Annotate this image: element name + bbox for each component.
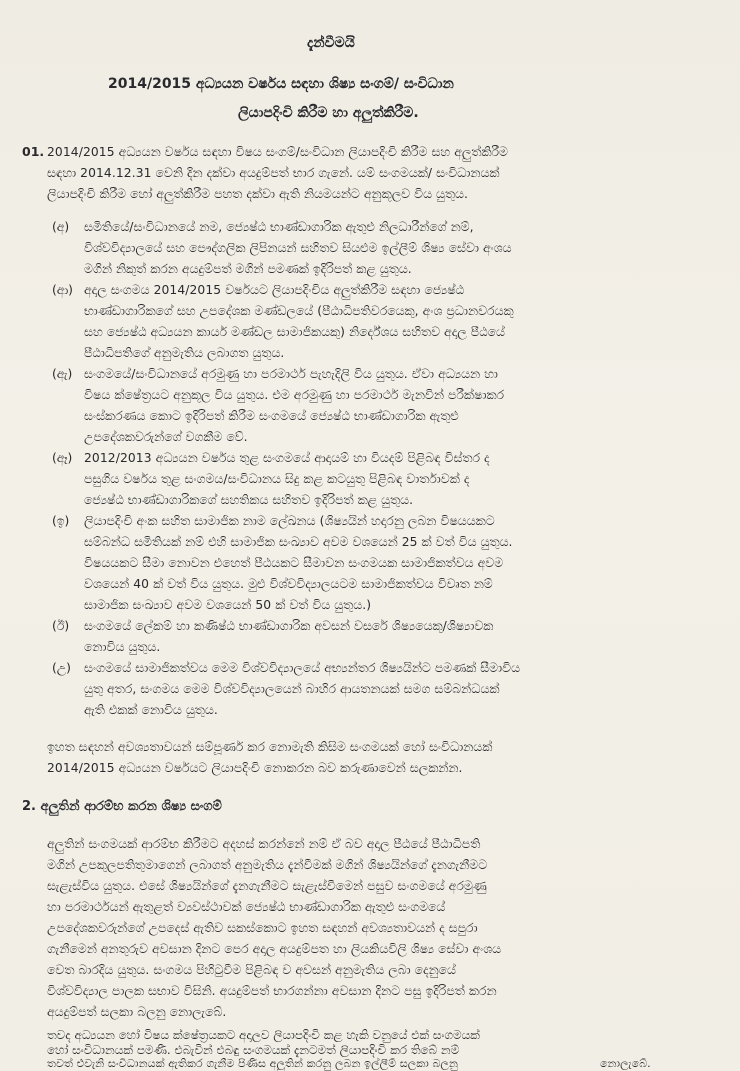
section-2-paragraph-line: අලුතින් සංගමයක් ආරම්භ කිරීමට අදහස් කරන්නේ නම් ඒ බව අදාල පීඨයේ පීඨාධිපති [47, 837, 481, 851]
section-1-intro-line: සඳහා 2014.12.31 වෙනි දින දක්වා අයදුම්පත් භාර ගැනේ. යම් සංගමයක්/ සංවිධානයක් [47, 166, 500, 180]
section-1-closing-line: 2014/2015 අධ්‍යයන වර්ෂයට ලියාපදිංචි නොකරන බව කරුණාවෙන් සලකන්න. [47, 761, 463, 775]
item-marker: (ඉ) [52, 514, 70, 528]
item-line: විෂයයකට සීමා නොවන එහෙත් පීඨයකට සීමාවන සංගමයක සාමාජිකත්වය අවම [84, 556, 504, 570]
section-2-paragraph-line: මගින් උපකුලපතිතුමාගෙන් ලබාගත් අනුමැතිය දැන්වීමක් මගින් ශිෂ්‍යයින්ගේ දැනගැනීමට [47, 858, 488, 872]
section-1-number: 01. [22, 144, 45, 159]
section-2-paragraph-line: තවද අධ්‍යයන හෝ විෂය ක්ෂේත්‍රයකට අදාලව ලියාපදිංචි කළ හැකි වනුයේ එක් සංගමයක් [47, 1028, 480, 1042]
item-line: සංස්කරණය කොට ඉදිරිපත් කිරීම සංගමයේ ජ්‍යෙෂ්ඨ භාණ්ඩාගාරික ඇතුළු [84, 409, 459, 423]
section-2-paragraph-line: අයදුම්පත් සලකා බලනු නොලැබේ. [47, 1005, 227, 1019]
section-2-paragraph-line: ගැනීමෙන් අනතුරුව අවසාන දිනට පෙර අදාල අයදුම්පත හා ලියකියවිලි ශිෂ්‍ය සේවා අංශය [47, 942, 502, 956]
item-line: සංගමයේ සාමාජිකත්වය මෙම විශ්වවිද්‍යාලයේ අභ්‍යන්තර ශිෂ්‍යයින්ට පමණක් සීමාවිය [84, 661, 521, 675]
item-line: පසුගිය වර්ෂය තුළ සංගමය/සංවිධානය සිදු කළ කටයුතු පිළිබඳ වාර්තාවක් ද [84, 472, 470, 486]
item-line: සහ ජ්‍යෙෂ්ඨ අධ්‍යයන කාර්ය මණ්ඩල සාමාජිකයකු) නිර්දේශය සහිතව අදාල පීඨයේ [84, 325, 505, 339]
section-2-paragraph-line: උපදේශකවරුන්ගේ උපදෙස් ඇතිව සකස්කොට ඉහත සඳහන් අවශ්‍යතාවයන් ද සපුරා [47, 921, 478, 935]
item-marker: (ඈ) [52, 451, 73, 465]
item-line: නොවිය යුතුය. [84, 640, 161, 654]
item-line: ලියාපදිංචි අංක සහිත සාමාජික නාම ලේඛනය (ශිෂ්‍යයින් හදාරනු ලබන විෂයයකට [84, 514, 495, 528]
item-line: වශයෙන් 40 ක් වත් විය යුතුය. මුළු විශ්වවිද්‍යාලයටම සාමාජිකත්වය විවෘත නම් [84, 577, 493, 591]
item-line: සම්බන්ධ සමිතියක් නම් එහි සාමාජික සංඛ්‍යාව අවම වශයෙන් 25 ක් වත් විය යුතුය. [84, 535, 513, 549]
section-1-closing-line: ඉහත සඳහන් අවශ්‍යතාවයන් සම්පූර්ණ කර නොමැති කිසිම සංගමයක් හෝ සංවිධානයක් [47, 740, 493, 754]
item-marker: (ඇ) [52, 367, 73, 381]
item-line: සාමාජික සංඛ්‍යාව අවම වශයෙන් 50 ක් වත් විය යුතුය.) [84, 598, 372, 612]
item-line: විශ්වවිද්‍යාලයේ සහ පෞද්ගලික ලිපිනයන් සහිතව සියළුම ඉල්ලීම් ශිෂ්‍ය සේවා අංශය [84, 241, 512, 255]
notice-title: දැන්වීමයි [307, 35, 355, 51]
item-marker: (ආ) [52, 283, 73, 297]
item-line: ජ්‍යෙෂ්ඨ භාණ්ඩාගාරිකගේ සහතිකය සහිතව ඉදිරිපත් කළ යුතුය. [84, 493, 414, 507]
section-2-paragraph-line: වෙත බාරදිය යුතුය. සංගමය පිහිටුවීම පිළිබඳ ව අවසන් අනුමැතිය ලබා දෙනුයේ [47, 963, 456, 977]
item-line: අදාල සංගමය 2014/2015 වර්ෂයට ලියාපදිංචිය අලුත්කිරීම සඳහා ජ්‍යෙෂ්ඨ [84, 283, 465, 297]
item-line: ඇති එකක් නොවිය යුතුය. [84, 703, 218, 717]
item-line: විෂය ක්ෂේත්‍රයට අනුකූල විය යුතුය. එම අරමුණු හා පරමාර්ථ මැනවින් පරීක්ෂාකර [84, 388, 505, 402]
item-line: යුතු අතර, සංගමය මෙම විශ්වවිද්‍යාලයෙන් බාහිර ආයතනයක් සමග සම්බන්ධයක් [84, 682, 500, 696]
item-line: 2012/2013 අධ්‍යයන වර්ෂය තුළ සංගමයේ ආදායම් හා වියදම් පිළිබඳ විස්තර ද [84, 451, 490, 465]
item-marker: (අ) [52, 220, 70, 234]
item-line: පීඨාධිපතිගේ අනුමැතිය ලබාගත යුතුය. [84, 346, 285, 360]
item-line: සමිතියේ/සංවිධානයේ නම, ජ්‍යෙෂ්ඨ භාණ්ඩාගාරික ඇතුළු නිලධාරීන්ගේ නම්, [84, 220, 474, 234]
item-marker: (උ) [52, 661, 71, 675]
item-line: සංගමයේ/සංවිධානයේ අරමුණු හා පරමාර්ථ පැහැදිලි විය යුතුය. ඒවා අධ්‍යයන හා [84, 367, 498, 381]
section-2-paragraph-line: සැළැස්විය යුතුය. එසේ ශිෂ්‍යයින්ගේ දැනගැනීමට සැළැස්වීමෙන් පසුව සංගමයේ අරමුණු [47, 879, 487, 893]
section-2-paragraph-line: විශ්වවිද්‍යාල පාලක සභාව විසිනි. අයදුම්පත් භාරගන්නා අවසාන දිනට පසු ඉදිරිපත් කරන [47, 984, 497, 998]
section-1-intro-line: 2014/2015 අධ්‍යයන වර්ෂය සඳහා විෂය සංගම්/සංවිධාන ලියාපදිංචි කිරීම සහ අලුත්කිරීම [47, 145, 508, 159]
item-marker: (ඊ) [52, 619, 70, 633]
heading-line-2: ලියාපදිංචි කිරීම හා අලුත්කිරීම. [238, 105, 419, 121]
item-line: උපදේශකවරුන්ගේ වගකීම වේ. [84, 430, 248, 444]
heading-line-1: 2014/2015 අධ්‍යයන වර්ෂය සඳහා ශිෂ්‍ය සංගම්/ සංවිධාන [108, 76, 454, 92]
section-2-paragraph-line: හා පරමාර්ථයන් ඇතුළත් ව්‍යවස්ථාවක් ජ්‍යෙෂ්ඨ භාණ්ඩාගාරික ඇතුළු සංගමයේ [47, 900, 446, 914]
section-2-paragraph-line: තවත් එවැනි සංවිධානයක් ඇතිකර ගැනීම පිණිස අලුතින් කරනු ලබන ඉල්ලීම් සලකා බලනු [47, 1057, 458, 1070]
section-2-paragraph-line: හෝ සංවිධානයක් පමණී. එබැවින් එබඳු සංගමයක් දැනටමත් ලියාපදිංචි කර තිබේ නම් [47, 1043, 460, 1057]
section-2-heading: 2. අලුතින් ආරම්භ කරන ශිෂ්‍ය සංගම් [22, 799, 222, 814]
item-line: මගින් නිකුත් කරන අයදුම්පත් මගින් පමණක් ඉදිරිපත් කළ යුතුය. [84, 262, 412, 276]
item-line: සංගමයේ ලේකම් හා කණිෂ්ඨ භාණ්ඩාගාරික අවසන් වසරේ ශිෂ්‍යයෙකු/ශිෂ්‍යාවක [84, 619, 494, 633]
section-2-paragraph-line: නොලැබේ. [600, 1057, 651, 1070]
section-1-intro-line: ලියාපදිංචි කිරීම හෝ අලුත්කිරීම පහත දක්වා ඇති නියමයන්ට අනුකූලව විය යුතුය. [47, 187, 468, 201]
item-line: භාණ්ඩාගාරිකගේ සහ උපදේශක මණ්ඩලයේ (පීඨාධිපතිවරයෙකු, අංශ ප්‍රධානවරයකු [84, 304, 514, 318]
